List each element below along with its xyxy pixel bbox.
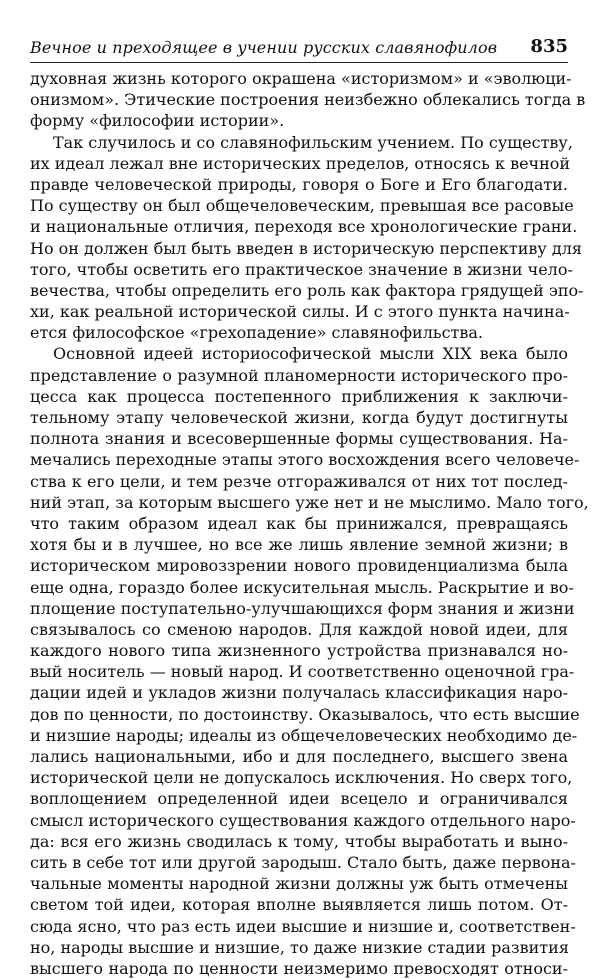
text-line: дации идей и укладов жизни получалась классификация наро- — [30, 683, 568, 703]
text-line: ства к его цели, и тем резче отгораживался от них тот послед- — [30, 471, 568, 491]
text-line: смысл исторического существования каждого отдельного наро- — [30, 810, 576, 830]
text-line: форму «философии истории». — [30, 111, 285, 131]
text-line: правде человеческой природы, говоря о Боге и Его благодати. — [30, 174, 568, 194]
text-line: представление о разумной планомерности исторического про- — [30, 365, 568, 385]
text-line: онизмом». Этические построения неизбежно облекались тогда в — [30, 90, 586, 110]
text-line: чальные моменты народной жизни должны уж быть отмечены — [30, 874, 568, 894]
text-line: и национальные отличия, переходя все хронологические грани. — [30, 217, 578, 237]
text-line: сить в себе тот или другой зародыш. Стало быть, даже первона- — [30, 852, 576, 872]
text-line: того, чтобы осветить его практическое значение в жизни чело- — [30, 259, 573, 279]
text-line: каждого нового типа жизненного устройства признавался но- — [30, 641, 568, 661]
text-line: хи, как реальной исторической силы. И с этого пункта начина- — [30, 302, 570, 322]
text-line: площение поступательно-улучшающихся форм знания и жизни — [30, 598, 575, 618]
text-line: вечества, чтобы определить его роль как фактора грядущей эпо- — [30, 280, 584, 300]
text-line: мечались переходные этапы этого восхождения всего человече- — [30, 450, 580, 470]
text-line: светом той идеи, которая вполне выявляется лишь потом. От- — [30, 895, 568, 915]
text-line: еще одна, гораздо более искусительная мысль. Раскрытие и во- — [30, 577, 574, 597]
text-line: лались национальными, ибо и для последнего, высшего звена — [30, 747, 568, 766]
text-line: ется философское «грехопадение» славянофильства. — [30, 323, 484, 343]
paragraph-first-line: Так случилось и со славянофильским учением. По существу, — [53, 132, 573, 152]
text-line: По существу он был общечеловеческим, превышая все расовые — [30, 196, 574, 216]
text-line: их идеал лежал вне исторических пределов, относясь к вечной — [30, 153, 571, 173]
page-number: 835 — [530, 36, 568, 57]
paragraph-first-line: Основной идеей историософической мысли XIX века было — [53, 344, 568, 364]
text-line: высшего народа по ценности неизмеримо превосходят относи- — [30, 958, 568, 978]
text-line: хотя бы и в лучшее, но все же лишь явление земной жизни; в — [30, 535, 568, 555]
text-line: но, народы высшие и низшие, то даже низкие стадии развития — [30, 937, 569, 957]
running-title: Вечное и преходящее в учении русских славянофилов — [30, 38, 498, 57]
text-line: исторической цели не допускалось исключения. Но сверх того, — [30, 768, 573, 788]
text-line: связывалось со сменою народов. Для каждой новой идеи, для — [30, 619, 568, 639]
text-line: тельному этапу человеческой жизни, когда будут достигнуты — [30, 408, 568, 427]
text-line: ний этап, за которым высшего уже нет и не мыслимо. Мало того, — [30, 492, 589, 512]
text-line: да: вся его жизнь сводилась к тому, чтобы выработать и выно- — [30, 831, 568, 851]
text-line: воплощением определенной идеи всецело и ограничивался — [30, 789, 568, 809]
text-line: вый носитель — новый народ. И соответственно оценочной гра- — [30, 662, 575, 682]
body-text — [30, 68, 589, 979]
text-line: историческом мировоззрении нового провиденциализма была — [30, 556, 568, 576]
text-line: духовная жизнь которого окрашена «историзмом» и «эволюци- — [30, 69, 572, 88]
text-line: полнота знания и всесовершенные формы существования. На- — [30, 429, 568, 449]
running-header — [30, 30, 568, 63]
text-line: сюда ясно, что раз есть идеи высшие и низшие и, соответствен- — [30, 916, 576, 936]
text-line: и низшие народы; идеалы из общечеловеческих необходимо де- — [30, 725, 578, 745]
text-line: что таким образом идеал как бы принижался, превращаясь — [30, 513, 568, 533]
text-line: дов по ценности, по достоинству. Оказывалось, что есть высшие — [30, 704, 580, 724]
text-line: цесса как процесса постепенного приближения к заключи- — [30, 386, 568, 406]
text-line: Но он должен был быть введен в историческую перспективу для — [30, 238, 582, 258]
